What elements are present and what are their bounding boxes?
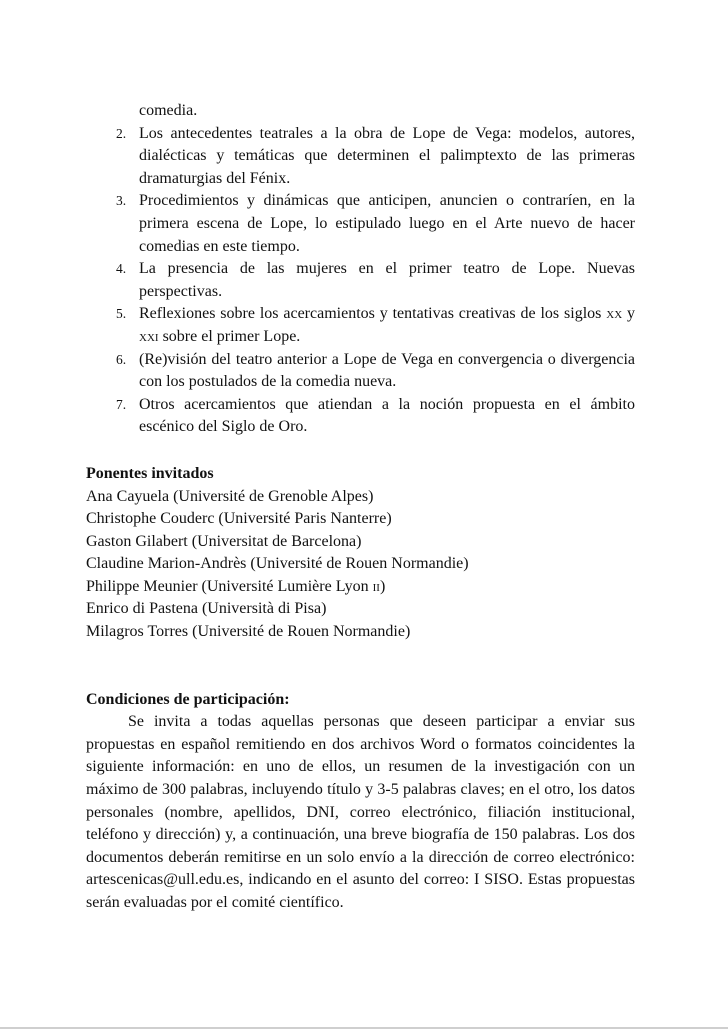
list-number: 4. (116, 261, 127, 277)
text-fragment: Reflexiones sobre los acercamientos y tentativas creativas de los siglos (139, 305, 607, 323)
list-item (86, 123, 635, 191)
page-content (86, 100, 635, 915)
topics-list (86, 123, 635, 439)
list-item-continuation: comedia. (139, 102, 198, 119)
section-heading: Ponentes invitados (86, 464, 214, 482)
speaker-item: Claudine Marion-Andrès (Université de Rouen Normandie) (86, 555, 469, 573)
list-number: 6. (116, 351, 127, 367)
speaker-item: Milagros Torres (Université de Rouen Normandie) (86, 623, 411, 641)
list-item-text (139, 305, 635, 345)
list-number: 7. (116, 396, 127, 412)
speaker-item: Gaston Gilabert (Universitat de Barcelona) (86, 532, 362, 550)
invited-speakers-section (86, 463, 635, 644)
section-heading: Condiciones de participación: (86, 690, 290, 708)
list-number: 2. (116, 125, 127, 141)
list-item-text: Procedimientos y dinámicas que anticipen, anuncien o contraríen, en la primera escena de Lope, lo estipulado luego en el Arte nuevo de hacer comedias en este tiempo. (139, 192, 635, 255)
list-item-text: (Re)visión del teatro anterior a Lope de Vega en convergencia o divergencia con los postulados de la comedia nueva. (139, 350, 635, 391)
list-item (86, 303, 635, 348)
list-item-text: La presencia de las mujeres en el primer teatro de Lope. Nuevas perspectivas. (139, 260, 635, 300)
text-fragment: Philippe Meunier (Université Lumière Lyon (86, 577, 373, 595)
list-item (86, 258, 635, 303)
speaker-item: Ana Cayuela (Université de Grenoble Alpes) (86, 487, 374, 505)
list-item (86, 190, 635, 258)
text-fragment: ) (379, 577, 386, 595)
list-number: 3. (116, 193, 127, 209)
speaker-item (86, 576, 635, 599)
list-item (86, 349, 635, 394)
text-fragment: y (622, 305, 636, 323)
century-numeral: xxi (139, 327, 159, 345)
century-numeral: xx (606, 305, 623, 323)
list-item (86, 394, 635, 439)
list-item-text: Los antecedentes teatrales a la obra de Lope de Vega: modelos, autores, dialécticas y temáticas que determinen el palimptexto de las primeras dramaturgias del Fénix. (139, 124, 635, 187)
conditions-section (86, 689, 635, 915)
text-fragment: sobre el primer Lope. (158, 327, 301, 345)
speaker-item: Christophe Couderc (Université Paris Nanterre) (86, 510, 392, 528)
page-bottom-border (0, 1027, 728, 1029)
list-number: 5. (116, 306, 127, 322)
speaker-item: Enrico di Pastena (Università di Pisa) (86, 600, 327, 618)
roman-numeral: ii (372, 577, 380, 595)
conditions-paragraph: Se invita a todas aquellas personas que deseen participar a enviar sus propuestas en español remitiendo en dos archivos Word o formatos coincidentes la siguiente información: en uno de ellos, un resumen de la investigación con un máximo de 300 palabras, incluyendo título y 3-5 palabras claves; en el otro, los datos personales (nombre, apellidos, DNI, correo electrónico, filiación institucional, teléfono y dirección) y, a continuación, una breve biografía de 150 palabras. Los dos documentos deberán remitirse en un solo envío a la dirección de correo electrónico: artescenicas@ull.edu.es, indicando en el asunto del correo: I SISO. Estas propuestas serán evaluadas por el comité científico. (86, 713, 635, 911)
list-item-text: Otros acercamientos que atiendan a la noción propuesta en el ámbito escénico del Siglo de Oro. (139, 395, 635, 436)
